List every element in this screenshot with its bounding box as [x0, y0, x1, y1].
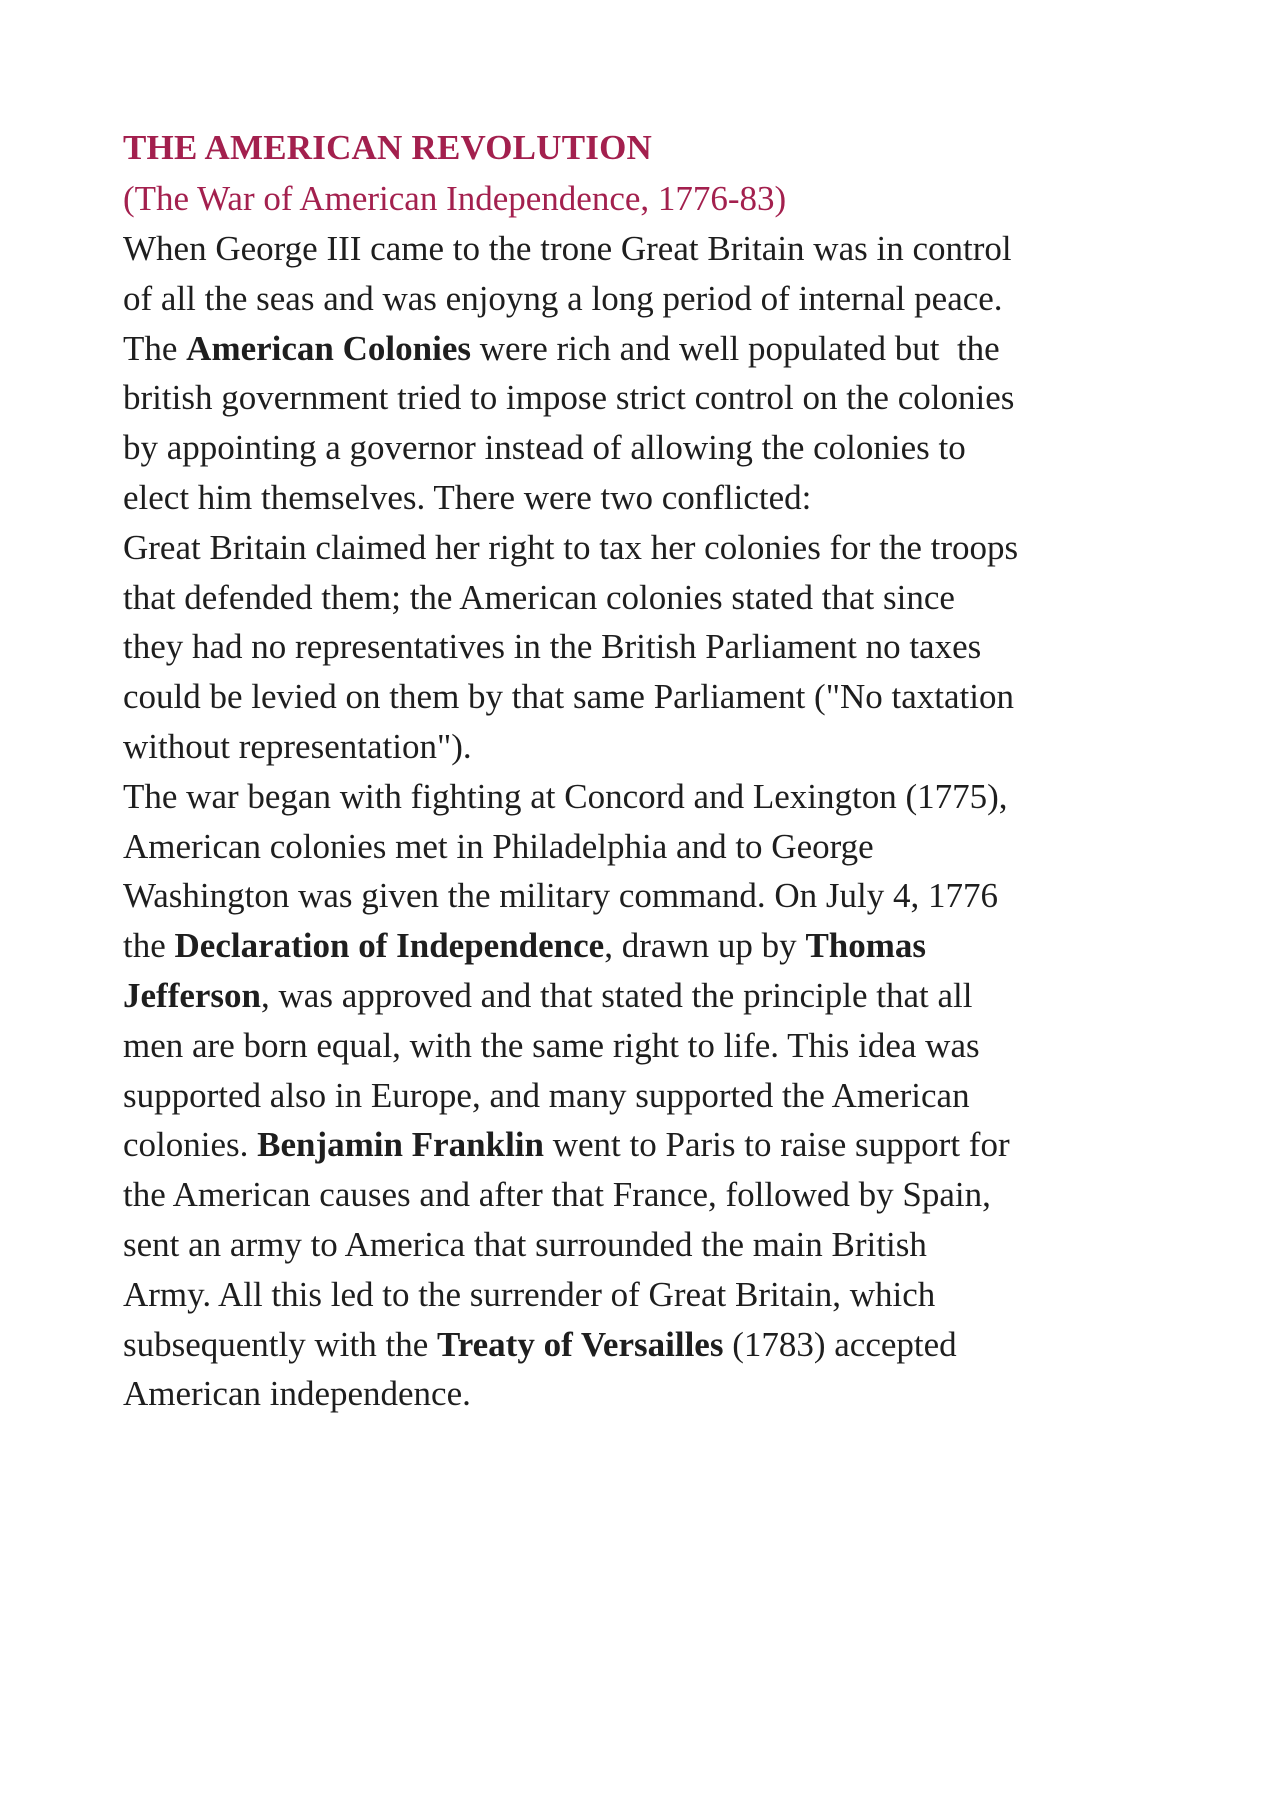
text-run: American colonies met in Philadelphia and to George	[123, 826, 874, 866]
body-line	[123, 921, 1183, 971]
body-line	[123, 622, 1183, 672]
text-run: the American causes and after that France, followed by Spain,	[123, 1175, 991, 1215]
text-run: colonies.	[123, 1125, 258, 1165]
body-line	[123, 871, 1183, 921]
body-line	[123, 523, 1183, 573]
text-run: The war began with fighting at Concord and Lexington (1775),	[123, 776, 1008, 816]
text-run: Army. All this led to the surrender of Great Britain, which	[123, 1274, 936, 1314]
text-run: Great Britain claimed her right to tax her colonies for the troops	[123, 527, 1019, 567]
document-page	[123, 122, 1183, 1419]
body-line	[123, 822, 1183, 872]
text-run: could be levied on them by that same Parliament ("No taxtation	[123, 677, 1014, 717]
body-line	[123, 1369, 1183, 1419]
body-line	[123, 423, 1183, 473]
body-line	[123, 971, 1183, 1021]
page-title: THE AMERICAN REVOLUTION	[123, 128, 652, 167]
text-run: When George III came to the trone Great Britain was in control	[123, 229, 1012, 268]
bold-term: Thomas	[805, 926, 927, 966]
text-run: (1783) accepted	[723, 1324, 957, 1364]
text-run: were rich and well populated but the	[471, 328, 1000, 368]
body-line	[123, 1270, 1183, 1320]
body-line	[123, 1021, 1183, 1071]
body-line	[123, 324, 1183, 374]
body-line	[123, 1120, 1183, 1170]
text-run: , was approved and that stated the principle that all	[261, 975, 973, 1015]
body-line	[123, 373, 1183, 423]
text-run: they had no representatives in the British Parliament no taxes	[123, 627, 982, 667]
bold-term: Jefferson	[123, 975, 262, 1015]
text-run: the	[123, 926, 175, 966]
body-line	[123, 573, 1183, 623]
body-line	[123, 274, 1183, 324]
body-line	[123, 672, 1183, 722]
text-run: supported also in Europe, and many supported the American	[123, 1075, 970, 1115]
text-run: men are born equal, with the same right to life. This idea was	[123, 1025, 980, 1065]
text-run: The	[123, 328, 187, 368]
text-run: American independence.	[123, 1374, 471, 1414]
body-line	[123, 722, 1183, 772]
body-line	[123, 1320, 1183, 1370]
body-line	[123, 473, 1183, 523]
text-run: british government tried to impose strict control on the colonies	[123, 378, 1015, 418]
text-run: sent an army to America that surrounded the main British	[123, 1224, 927, 1264]
bold-term: American Colonies	[186, 328, 471, 368]
body-text	[123, 224, 1183, 1419]
text-run: elect him themselves. There were two conflicted:	[123, 477, 812, 517]
text-run: subsequently with the	[123, 1324, 437, 1364]
text-run: of all the seas and was enjoyng a long period of internal peace.	[123, 278, 1003, 318]
text-run: by appointing a governor instead of allowing the colonies to	[123, 428, 966, 468]
text-run: Washington was given the military command. On July 4, 1776	[123, 876, 998, 916]
body-line	[123, 1220, 1183, 1270]
text-run: without representation").	[123, 726, 472, 766]
body-line	[123, 772, 1183, 822]
body-line	[123, 224, 1183, 274]
text-run: went to Paris to raise support for	[544, 1125, 1010, 1165]
bold-term: Treaty of Versailles	[437, 1324, 724, 1364]
body-line	[123, 1170, 1183, 1220]
page-subtitle: (The War of American Independence, 1776-83)	[123, 179, 787, 218]
bold-term: Declaration of Independence	[174, 926, 605, 966]
text-run: , drawn up by	[604, 926, 806, 966]
bold-term: Benjamin Franklin	[257, 1125, 544, 1165]
text-run: that defended them; the American colonies stated that since	[123, 577, 955, 617]
body-line	[123, 1071, 1183, 1121]
